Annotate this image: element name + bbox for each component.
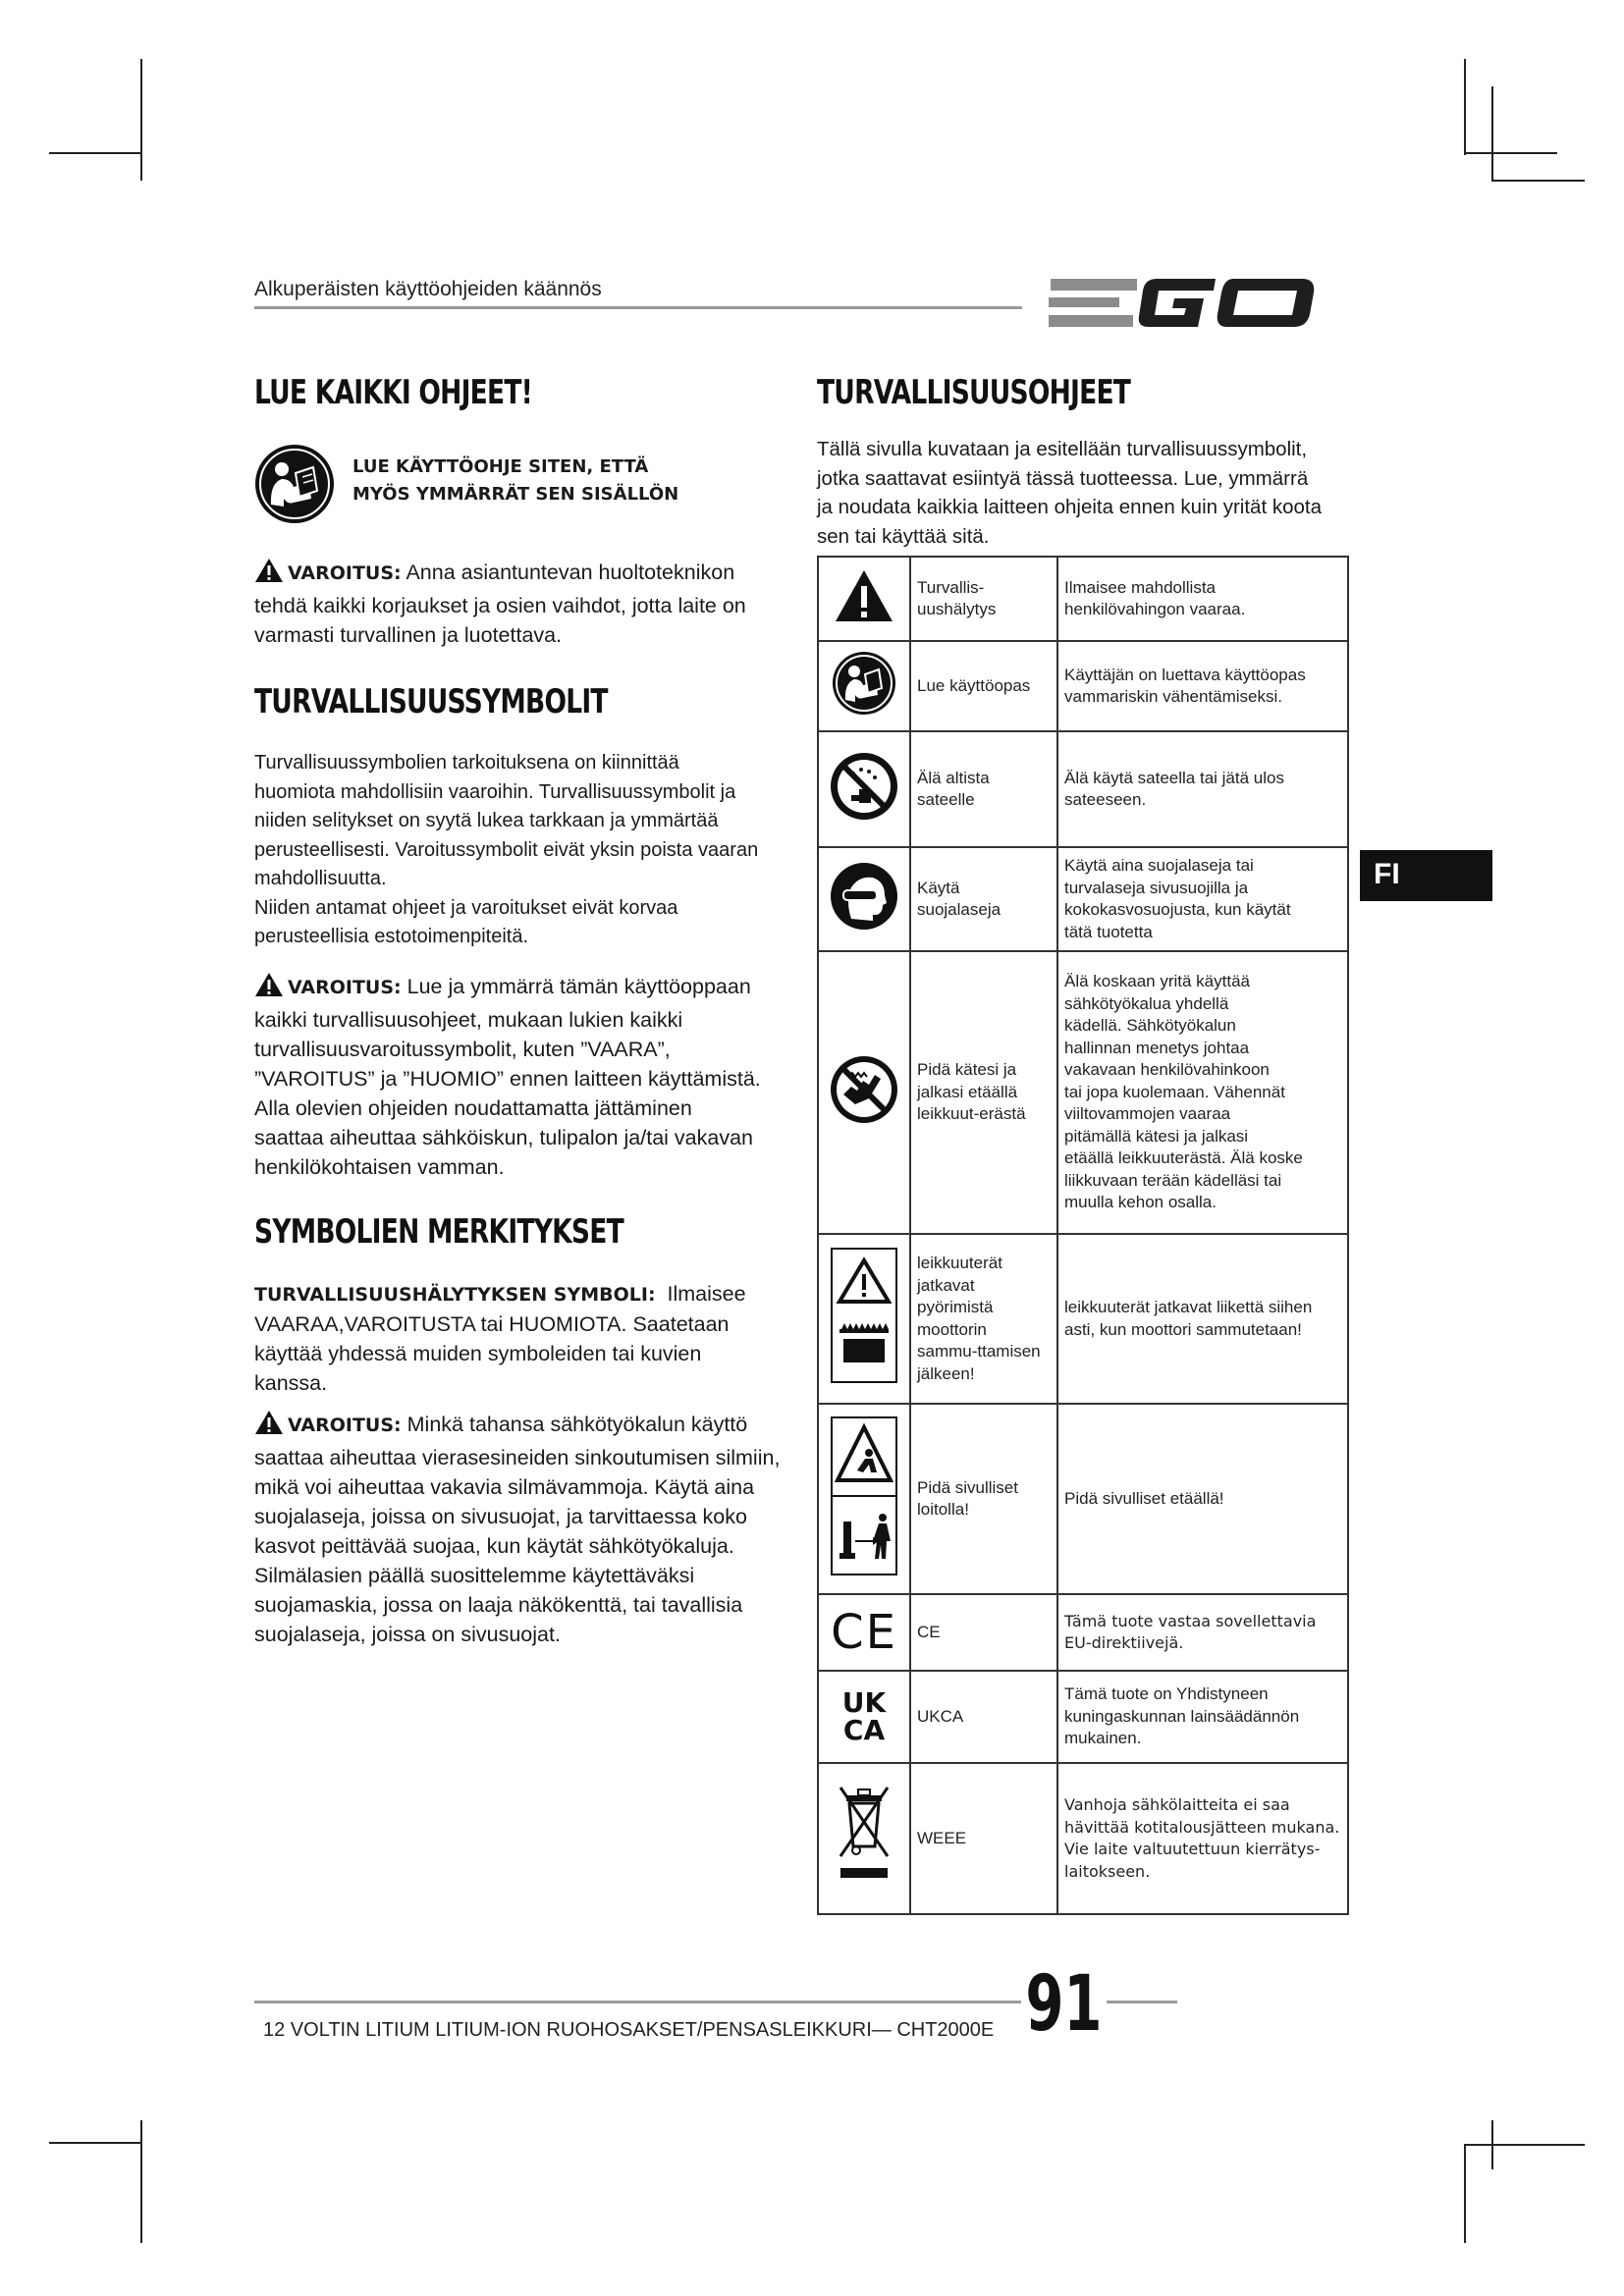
table-row	[818, 1671, 1348, 1763]
symbol-desc: Älä käytä sateella tai jätä ulos sateeseen.	[1057, 731, 1348, 847]
intro-line: ja noudata kaikkia laitteen ohjeita ennen kuin yrität koota	[817, 496, 1322, 518]
warn3-line: Silmälasien päällä suosittelemme käytettäväksi	[254, 1564, 695, 1587]
warn2-line: ”VAROITUS” ja ”HUOMIO” ennen laitteen käyttämistä.	[254, 1067, 761, 1091]
header-subtitle: Alkuperäisten käyttöohjeiden käännös	[254, 278, 602, 300]
warn1-line: Anna asiantuntevan huoltoteknikon	[406, 561, 735, 584]
read-manual-icon	[254, 444, 335, 524]
table-row	[818, 1234, 1348, 1404]
symbol-name: leikkuuterät jatkavat pyörimistä moottorin sammu-ttamisen jälkeen!	[910, 1234, 1057, 1404]
symbols-line: huomiota mahdollisiin vaaroihin. Turvallisuussymbolit ja	[254, 780, 736, 803]
crop-mark	[1464, 152, 1557, 154]
crop-mark	[1464, 59, 1466, 155]
warning-block-1	[254, 558, 785, 650]
symbol-name: Pidä sivulliset loitolla!	[910, 1404, 1057, 1594]
warn3-line: saattaa aiheuttaa vierasesineiden sinkoutumisen silmiin,	[254, 1446, 781, 1469]
read-box-line2: MYÖS YMMÄRRÄT SEN SISÄLLÖN	[352, 484, 679, 505]
warning-label: VAROITUS:	[288, 562, 402, 584]
intro-line: sen tai käyttää sitä.	[817, 524, 990, 548]
table-row	[818, 557, 1348, 641]
warning-label: VAROITUS:	[288, 1415, 402, 1436]
header-rule	[254, 306, 1022, 309]
language-tab-label: FI	[1374, 858, 1400, 890]
symbol-desc: Tämä tuote vastaa sovellettavia EU-direktiivejä.	[1057, 1594, 1348, 1671]
crop-mark	[1464, 2144, 1466, 2243]
symbol-desc: Tämä tuote on Yhdistyneen kuningaskunnan lainsäädännön mukainen.	[1057, 1671, 1348, 1763]
language-tab-fi	[1360, 850, 1492, 901]
symbol-name: Älä altista sateelle	[910, 731, 1057, 847]
crop-mark	[49, 2142, 141, 2144]
warning-triangle-icon	[818, 557, 910, 641]
read-manual-icon	[818, 641, 910, 731]
crop-mark	[1491, 180, 1585, 182]
warn2-line: Alla olevien ohjeiden noudattamatta jättäminen	[254, 1096, 692, 1120]
symbol-desc: Vanhoja sähkölaitteita ei saa hävittää kotitalousjätteen mukana. Vie laite valtuutettuun kierrätys- laitokseen.	[1057, 1763, 1348, 1914]
symbol-name: Pidä kätesi ja jalkasi etäällä leikkuut-erästä	[910, 951, 1057, 1234]
warn3-line: mikä voi aiheuttaa vakavia silmävammoja. Käytä aina	[254, 1475, 755, 1499]
ukca-mark-icon	[818, 1671, 910, 1763]
symbols-line: perusteellisia estotoimenpiteitä.	[254, 926, 529, 947]
eye-protection-icon	[818, 847, 910, 951]
heading-safety-symbols: TURVALLISUUSSYMBOLIT	[254, 682, 608, 721]
symbol-desc: leikkuuterät jatkavat liikettä siihen asti, kun moottori sammutetaan!	[1057, 1234, 1348, 1404]
rotating-blades-icon	[818, 1234, 910, 1404]
warn3-line: suojalaseja, joissa on sivusuojat, ja tarvittaessa koko	[254, 1505, 747, 1528]
table-row	[818, 847, 1348, 951]
heading-safety-instructions: TURVALLISUUSOHJEET	[817, 373, 1131, 412]
warn2-line: kaikki turvallisuusohjeet, mukaan lukien kaikki	[254, 1008, 683, 1032]
symbol-name: Lue käyttöopas	[910, 641, 1057, 731]
keep-hands-away-icon	[818, 951, 910, 1234]
table-row	[818, 731, 1348, 847]
warn2-line: henkilökohtaisen vamman.	[254, 1155, 505, 1179]
warn3-line: Minkä tahansa sähkötyökalun käyttö	[406, 1413, 748, 1436]
symbol-name: WEEE	[910, 1763, 1057, 1914]
ukca-mark-text: CA	[842, 1714, 886, 1746]
alert-line: kanssa.	[254, 1371, 328, 1395]
warning-label: VAROITUS:	[288, 977, 402, 998]
warn2-line: saattaa aiheuttaa sähköiskun, tulipalon ja/tai vakavan	[254, 1126, 753, 1149]
ego-logo	[1049, 267, 1343, 338]
table-row	[818, 1594, 1348, 1671]
weee-bin-icon	[818, 1763, 910, 1914]
symbol-desc: Ilmaisee mahdollista henkilövahingon vaaraa.	[1057, 557, 1348, 641]
symbols-line: perusteellisesti. Varoitussymbolit eivät yksin poista vaaran	[254, 838, 759, 861]
alert-line: käyttää yhdessä muiden symboleiden tai kuvien	[254, 1342, 702, 1365]
intro-line: Tällä sivulla kuvataan ja esitellään turvallisuussymbolit,	[817, 438, 1308, 460]
no-rain-icon	[818, 731, 910, 847]
intro-line: jotka saattavat esiintyä tässä tuotteessa. Lue, ymmärrä	[817, 466, 1309, 490]
warning-triangle-icon	[254, 972, 284, 1005]
table-row	[818, 641, 1348, 731]
symbols-line: mahdollisuutta.	[254, 868, 387, 889]
crop-mark	[1491, 86, 1493, 182]
safety-symbols-table	[817, 556, 1349, 1915]
bystanders-icon	[818, 1404, 910, 1594]
warn1-line: tehdä kaikki korjaukset ja osien vaihdot, jotta laite on	[254, 594, 746, 617]
warn3-line: kasvot peittävää suojaa, kun käytät sähkötyökaluja.	[254, 1534, 734, 1558]
symbol-name: CE	[910, 1594, 1057, 1671]
table-row	[818, 1404, 1348, 1594]
table-row	[818, 1763, 1348, 1914]
alert-line: VAARAA,VAROITUSTA tai HUOMIOTA. Saatetaan	[254, 1312, 730, 1336]
read-box-line1: LUE KÄYTTÖOHJE SITEN, ETTÄ	[352, 456, 649, 477]
logo-text	[1343, 267, 1344, 268]
symbols-line: Niiden antamat ohjeet ja varoitukset eivät korvaa	[254, 896, 678, 919]
symbol-name: Käytä suojalaseja	[910, 847, 1057, 951]
table-row	[818, 951, 1348, 1234]
symbols-line: Turvallisuussymbolien tarkoituksena on kiinnittää	[254, 752, 679, 774]
crop-mark	[140, 59, 142, 181]
warning-triangle-icon	[254, 558, 284, 591]
warning-triangle-icon	[254, 1410, 284, 1443]
safety-intro	[817, 435, 1347, 551]
heading-read-all: LUE KAIKKI OHJEET!	[254, 373, 532, 412]
heading-symbol-meanings: SYMBOLIEN MERKITYKSET	[254, 1212, 623, 1252]
symbol-desc: Käytä aina suojalaseja tai turvalaseja sivusuojilla ja kokokasvosuojusta, kun käytät tätä tuotetta	[1057, 847, 1348, 951]
symbols-paragraph	[254, 749, 794, 952]
alert-label: TURVALLISUUSHÄLYTYKSEN SYMBOLI:	[254, 1284, 656, 1306]
symbol-desc: Käyttäjän on luettava käyttöopas vammariskin vähentämiseksi.	[1057, 641, 1348, 731]
warn3-line: suojamaskia, jossa on laaja näkökenttä, tai tavallisia	[254, 1593, 743, 1617]
warn2-line: turvallisuusvaroitussymbolit, kuten ”VAARA”,	[254, 1038, 671, 1061]
ce-mark-icon	[818, 1594, 910, 1671]
symbol-name: Turvallis- uushälytys	[910, 557, 1057, 641]
alert-line: Ilmaisee	[667, 1282, 746, 1306]
crop-mark	[49, 152, 141, 154]
crop-mark	[140, 2120, 142, 2243]
warning-block-3	[254, 1410, 804, 1649]
footer-title: 12 VOLTIN LITIUM LITIUM-ION RUOHOSAKSET/PENSASLEIKKURI— CHT2000E	[263, 2019, 995, 2041]
warn2-line: Lue ja ymmärrä tämän käyttöoppaan	[406, 975, 751, 998]
ukca-mark-text: UK	[841, 1686, 887, 1719]
warning-block-2	[254, 972, 804, 1182]
symbols-line: niiden selitykset on syytä lukea tarkkaan ja ymmärtää	[254, 810, 719, 831]
warn1-line: varmasti turvallinen ja luotettava.	[254, 623, 563, 647]
read-manual-text	[352, 454, 678, 508]
symbol-desc: Älä koskaan yritä käyttää sähkötyökalua yhdellä kädellä. Sähkötyökalun hallinnan menetys johtaa vakavaan henkilövahinkoon tai jopa kuolemaan. Vähennät viiltovammojen vaaraa pitämällä kätesi ja jalkasi etäällä leikkuuterästä. Älä koske liikkuvaan terään kädelläsi tai muulla kehon osalla.	[1057, 951, 1348, 1234]
alert-symbol-paragraph	[254, 1279, 804, 1398]
crop-mark	[1464, 2144, 1585, 2146]
ce-mark-text: CE	[831, 1605, 897, 1660]
warn3-line: suojalaseja, joissa on sivusuojat.	[254, 1623, 561, 1646]
symbol-desc: Pidä sivulliset etäällä!	[1057, 1404, 1348, 1594]
page-number: 91	[1021, 1965, 1107, 2044]
symbol-name: UKCA	[910, 1671, 1057, 1763]
